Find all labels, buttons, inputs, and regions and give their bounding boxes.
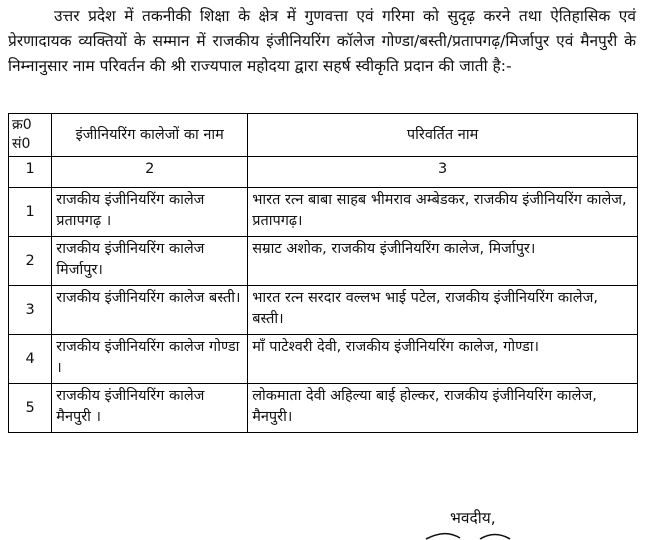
row-college-name: राजकीय इंजीनियरिंग कालेज प्रतापगढ़ । [52,188,248,237]
row-new-name: सम्राट अशोक, राजकीय इंजीनियरिंग कालेज, मिर्जापुर। [248,237,638,286]
table-row [9,384,638,433]
row-college-name: राजकीय इंजीनियरिंग कालेज बस्ती। [52,286,248,335]
row-serial: 2 [9,237,52,286]
row-college-name: राजकीय इंजीनियरिंग कालेज मिर्जापुर। [52,237,248,286]
table-row [9,335,638,384]
table-row [9,286,638,335]
column-number: 3 [248,157,638,188]
college-rename-table [8,113,638,433]
column-number: 2 [52,157,248,188]
row-college-name: राजकीय इंजीनियरिंग कालेज मैनपुरी । [52,384,248,433]
row-new-name: लोकमाता देवी अहिल्या बाई होल्कर, राजकीय इंजीनियरिंग कालेज, मैनपुरी। [248,384,638,433]
row-serial: 1 [9,188,52,237]
signature-closing: भवदीय, [450,509,496,527]
row-serial: 4 [9,335,52,384]
handwritten-signature [420,530,600,540]
row-new-name: भारत रत्न सरदार वल्लभ भाई पटेल, राजकीय इंजीनियरिंग कालेज, बस्ती। [248,286,638,335]
header-college-name: इंजीनियरिंग कालेजों का नाम [52,114,248,157]
header-serial-number: क्र0 सं0 [9,114,52,157]
row-college-name: राजकीय इंजीनियरिंग कालेज गोण्डा । [52,335,248,384]
row-new-name: माँ पाटेश्वरी देवी, राजकीय इंजीनियरिंग कालेज, गोण्डा। [248,335,638,384]
row-new-name: भारत रत्न बाबा साहब भीमराव अम्बेडकर, राजकीय इंजीनियरिंग कालेज, प्रतापगढ़। [248,188,638,237]
table-row [9,237,638,286]
row-serial: 3 [9,286,52,335]
table-header-row [9,114,638,157]
order-intro-paragraph: उत्तर प्रदेश में तकनीकी शिक्षा के क्षेत्र में गुणवत्ता एवं गरिमा को सुदृढ़ करने तथा ऐतिहासिक एवं प्रेरणादायक व्यक्तियों के सम्मान में राजकीय इंजीनियरिंग कॉलेज गोण्डा/बस्ती/प्रतापगढ़/मिर्जापुर एवं मैनपुरी के निम्नानुसार नाम परिवर्तन की श्री राज्यपाल महोदया द्वारा सहर्ष स्वीकृति प्रदान की जाती है:- [8,7,636,75]
table-row [9,188,638,237]
row-serial: 5 [9,384,52,433]
column-number: 1 [9,157,52,188]
header-changed-name: परिवर्तित नाम [248,114,638,157]
column-number-row [9,157,638,188]
